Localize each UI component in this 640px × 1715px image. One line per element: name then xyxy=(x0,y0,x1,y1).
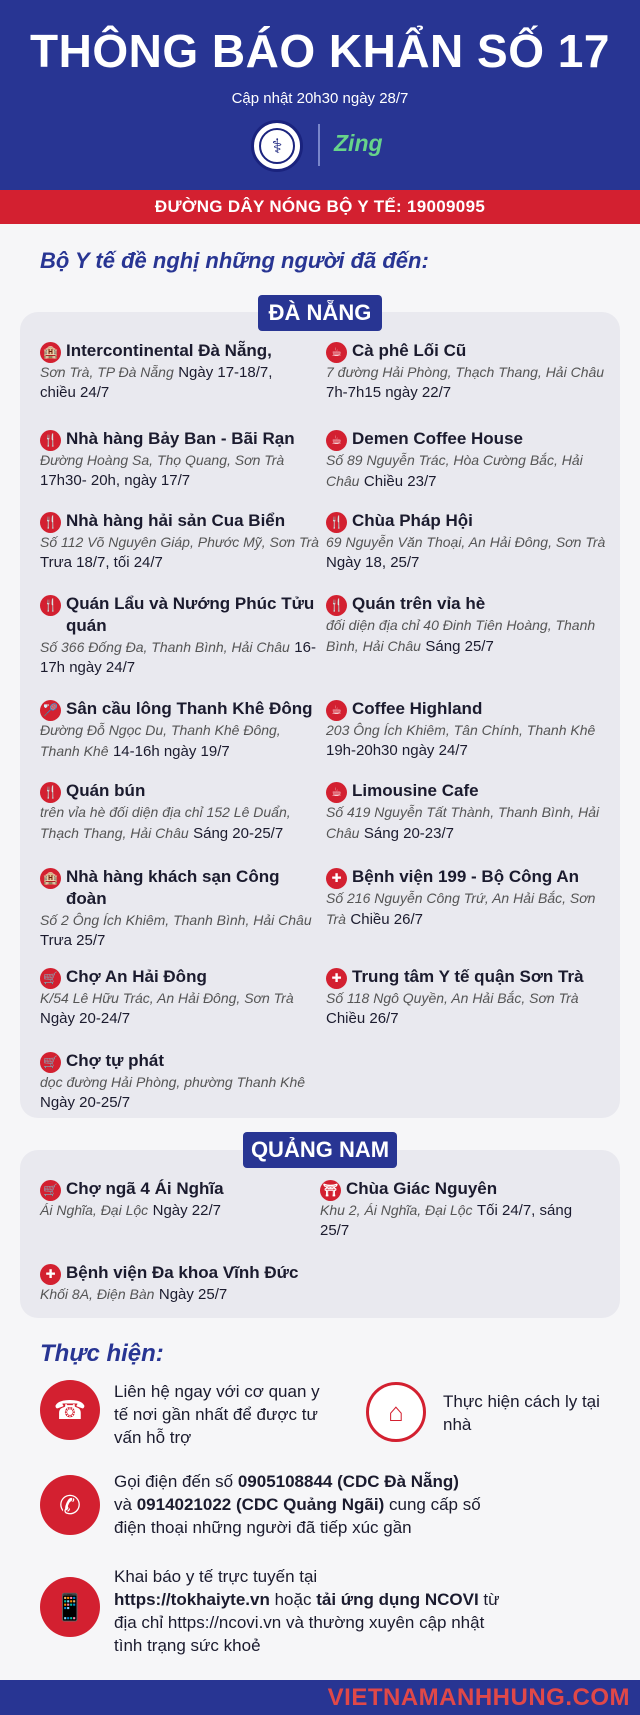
location-address: 7 đường Hải Phòng, Thạch Thang, Hải Châu xyxy=(326,364,605,380)
location-icon: 🍴 xyxy=(40,782,61,803)
location-icon: ☕ xyxy=(326,700,347,721)
danang-location-3 xyxy=(40,428,320,491)
danang-location-2 xyxy=(326,340,606,403)
location-icon: 🍴 xyxy=(40,430,61,451)
location-icon: ✚ xyxy=(40,1264,61,1285)
phone-plus-icon: ☎ xyxy=(40,1380,100,1440)
danang-label: ĐÀ NẴNG xyxy=(258,295,382,331)
visit-time: Chiều 26/7 xyxy=(326,1010,399,1027)
cdc-quangngai-phone: 0914021022 (CDC Quảng Ngãi) xyxy=(136,1495,385,1514)
location-address: Số 419 Nguyễn Tất Thành, Thanh Bình, Hải Châu xyxy=(326,804,600,841)
action-call-and: và xyxy=(114,1495,132,1514)
visit-time: Ngày 20-24/7 xyxy=(40,1010,131,1027)
mobile-app-icon: 📱 xyxy=(40,1577,100,1637)
location-icon: ⛩ xyxy=(320,1180,341,1201)
location-name: Chợ tự phát xyxy=(66,1051,165,1070)
quangnam-location-2 xyxy=(320,1178,600,1241)
cdc-danang-phone: 0905108844 (CDC Đà Nẵng) xyxy=(237,1472,459,1491)
location-icon: 🏨 xyxy=(40,868,61,889)
caduceus-icon: ⚕ xyxy=(259,128,295,164)
phone-chat-icon: ✆ xyxy=(40,1475,100,1535)
logo-divider xyxy=(318,124,320,166)
location-name: Chùa Pháp Hội xyxy=(352,511,473,530)
visit-time: Trưa 25/7 xyxy=(40,932,106,949)
danang-location-17 xyxy=(40,1050,330,1113)
danang-location-14 xyxy=(326,866,606,930)
location-address: Ái Nghĩa, Đại Lộc xyxy=(40,1202,149,1218)
location-address: Số 112 Võ Nguyên Giáp, Phước Mỹ, Sơn Trà xyxy=(40,534,319,550)
location-address: Đường Hoàng Sa, Thọ Quang, Sơn Trà xyxy=(40,452,285,468)
location-name: Chợ An Hải Đông xyxy=(66,967,207,986)
location-name: Demen Coffee House xyxy=(352,429,523,448)
location-icon: 🍴 xyxy=(326,595,347,616)
location-name: Nhà hàng Bảy Ban - Bãi Rạn xyxy=(66,429,295,448)
location-name: Coffee Highland xyxy=(352,699,483,718)
visit-time: 16-17h ngày 24/7 xyxy=(40,639,316,676)
visit-time: Chiều 26/7 xyxy=(350,911,423,928)
location-address: dọc đường Hải Phòng, phường Thanh Khê xyxy=(40,1074,306,1090)
location-address: Đường Đỗ Ngọc Du, Thanh Khê Đông, Thanh Khê xyxy=(40,722,281,759)
location-name: Chùa Giác Nguyên xyxy=(346,1179,498,1198)
location-icon: 🏨 xyxy=(40,342,61,363)
visit-time: Sáng 20-23/7 xyxy=(363,825,454,842)
visit-time: 17h30- 20h, ngày 17/7 xyxy=(40,472,191,489)
action-call xyxy=(114,1470,494,1539)
danang-location-16 xyxy=(326,966,606,1029)
action-call-post: cung cấp số điện thoại những người đã tiếp xúc gần xyxy=(114,1495,481,1537)
logo-row xyxy=(0,118,640,168)
visit-time: Trưa 18/7, tối 24/7 xyxy=(40,554,163,571)
action-call-pre: Gọi điện đến số xyxy=(114,1472,234,1491)
location-name: Trung tâm Y tế quận Sơn Trà xyxy=(352,967,584,986)
actions-heading: Thực hiện: xyxy=(40,1340,164,1367)
location-icon: ☕ xyxy=(326,342,347,363)
visit-time: Sáng 20-25/7 xyxy=(193,825,284,842)
location-name: Sân cầu lông Thanh Khê Đông xyxy=(66,699,313,718)
danang-location-6 xyxy=(326,510,606,573)
visit-time: 7h-7h15 ngày 22/7 xyxy=(326,384,452,401)
location-name: Bệnh viện 199 - Bộ Công An xyxy=(352,867,580,886)
header-banner xyxy=(0,0,640,190)
visit-time: 14-16h ngày 19/7 xyxy=(112,743,230,760)
tokhaiyte-link[interactable]: https://tokhaiyte.vn xyxy=(114,1590,270,1609)
location-name: Bệnh viện Đa khoa Vĩnh Đức xyxy=(66,1263,299,1282)
location-address: K/54 Lê Hữu Trác, An Hải Đông, Sơn Trà xyxy=(40,990,294,1006)
location-address: Số 89 Nguyễn Trác, Hòa Cường Bắc, Hải Châu xyxy=(326,452,583,489)
hotline-banner: ĐƯỜNG DÂY NÓNG BỘ Y TẾ: 19009095 xyxy=(0,190,640,224)
ministry-of-health-logo xyxy=(251,120,303,172)
intro-heading: Bộ Y tế đề nghị những người đã đến: xyxy=(40,248,429,273)
action-declare-or: hoặc xyxy=(274,1590,312,1609)
location-name: Quán trên vỉa hè xyxy=(352,594,486,613)
quangnam-label: QUẢNG NAM xyxy=(243,1132,397,1168)
danang-location-4 xyxy=(326,428,606,492)
visit-time: Tối 24/7, sáng 25/7 xyxy=(320,1202,573,1239)
location-icon: ☕ xyxy=(326,430,347,451)
location-name: Cà phê Lối Cũ xyxy=(352,341,467,360)
location-icon: ✚ xyxy=(326,868,347,889)
location-icon: 🛒 xyxy=(40,1052,61,1073)
location-name: Chợ ngã 4 Ái Nghĩa xyxy=(66,1179,224,1198)
footer-bar xyxy=(0,1680,640,1715)
visit-time: Ngày 17-18/7, chiều 24/7 xyxy=(40,364,273,401)
visit-time: 19h-20h30 ngày 24/7 xyxy=(326,742,468,759)
location-name: Nhà hàng hải sản Cua Biển xyxy=(66,511,286,530)
visit-time: Chiều 23/7 xyxy=(363,473,437,490)
danang-location-9 xyxy=(40,698,322,762)
location-address: trên vỉa hè đối diện địa chỉ 152 Lê Duẩn, Thạch Thang, Hải Châu xyxy=(40,804,291,841)
visit-time: Ngày 20-25/7 xyxy=(40,1094,131,1111)
danang-location-8 xyxy=(326,593,606,657)
danang-location-15 xyxy=(40,966,320,1029)
location-address: Số 2 Ông Ích Khiêm, Thanh Bình, Hải Châu xyxy=(40,912,312,928)
location-name: Intercontinental Đà Nẵng, xyxy=(66,341,272,360)
visit-time: Ngày 18, 25/7 xyxy=(326,554,420,571)
page-title: THÔNG BÁO KHẨN SỐ 17 xyxy=(30,25,610,77)
location-address: Sơn Trà, TP Đà Nẵng xyxy=(40,364,174,380)
visit-time: Ngày 25/7 xyxy=(158,1286,228,1303)
location-address: Khối 8A, Điện Bàn xyxy=(40,1286,155,1302)
action-declare xyxy=(114,1565,509,1657)
quangnam-location-3 xyxy=(40,1262,320,1305)
watermark: VIETNAMANHHUNG.COM xyxy=(327,1684,630,1711)
danang-location-5 xyxy=(40,510,320,573)
location-icon: ✚ xyxy=(326,968,347,989)
zing-logo: Zing xyxy=(334,130,383,156)
location-name: Quán bún xyxy=(66,781,146,800)
location-icon: 🛒 xyxy=(40,1180,61,1201)
location-address: đối diện địa chỉ 40 Đinh Tiên Hoàng, Thanh Bình, Hải Châu xyxy=(326,617,596,654)
location-icon: 🏸 xyxy=(40,700,61,721)
location-icon: ☕ xyxy=(326,782,347,803)
location-icon: 🛒 xyxy=(40,968,61,989)
ncovi-app-link[interactable]: tải ứng dụng NCOVI xyxy=(316,1590,479,1609)
danang-location-11 xyxy=(40,780,320,844)
visit-time: Sáng 25/7 xyxy=(425,638,494,655)
location-address: Khu 2, Ái Nghĩa, Đại Lộc xyxy=(320,1202,473,1218)
location-name: Nhà hàng khách sạn Công đoàn xyxy=(66,867,280,908)
location-address: Số 216 Nguyễn Công Trứ, An Hải Bắc, Sơn Trà xyxy=(326,890,596,927)
action-quarantine: Thực hiện cách ly tại nhà xyxy=(443,1392,600,1434)
update-time: Cập nhật 20h30 ngày 28/7 xyxy=(231,90,409,107)
visit-time: Ngày 22/7 xyxy=(152,1202,222,1219)
danang-location-13 xyxy=(40,866,320,951)
location-icon: 🍴 xyxy=(40,595,61,616)
danang-location-10 xyxy=(326,698,606,761)
location-address: 69 Nguyễn Văn Thoại, An Hải Đông, Sơn Trà xyxy=(326,534,606,550)
action-contact: Liên hệ ngay với cơ quan y tế nơi gần nhất để được tư vấn hỗ trợ xyxy=(114,1382,320,1447)
location-name: Limousine Cafe xyxy=(352,781,479,800)
location-name: Quán Lẩu và Nướng Phúc Tửu quán xyxy=(66,594,315,635)
location-address: Số 366 Đống Đa, Thanh Bình, Hải Châu xyxy=(40,639,290,655)
location-icon: 🍴 xyxy=(326,512,347,533)
action-declare-post: từ địa chỉ https://ncovi.vn và thường xuyên cập nhật tình trạng sức khoẻ xyxy=(114,1590,500,1655)
danang-location-12 xyxy=(326,780,606,844)
location-address: 203 Ông Ích Khiêm, Tân Chính, Thanh Khê xyxy=(326,722,596,738)
danang-location-7 xyxy=(40,593,320,678)
location-address: Số 118 Ngô Quyền, An Hải Bắc, Sơn Trà xyxy=(326,990,579,1006)
home-quarantine-icon: ⌂ xyxy=(366,1382,426,1442)
danang-location-1 xyxy=(40,340,310,403)
location-icon: 🍴 xyxy=(40,512,61,533)
action-declare-pre: Khai báo y tế trực tuyến tại xyxy=(114,1567,318,1586)
quangnam-location-1 xyxy=(40,1178,310,1221)
